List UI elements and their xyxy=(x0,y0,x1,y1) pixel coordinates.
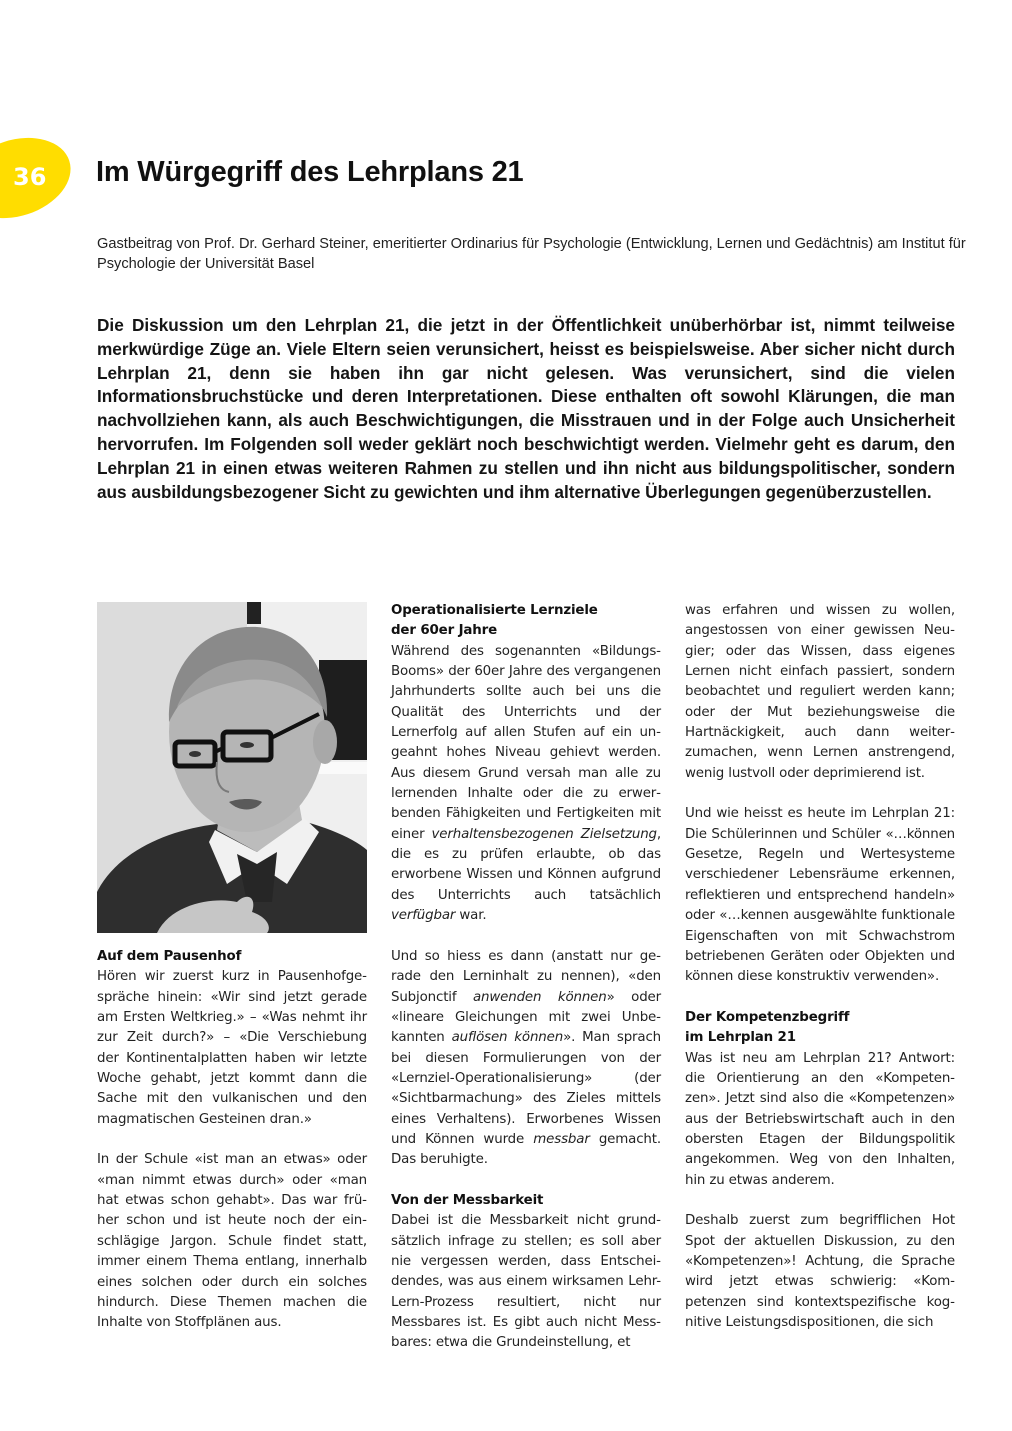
paragraph xyxy=(391,642,661,927)
emphasis: verfügbar xyxy=(391,908,456,924)
paragraph: Hören wir zuerst kurz in Pausenhofgespräche hinein: «Wir sind jetzt gerade am Ersten Weltkrieg.» – «Was nehmt ihr zur Zeit durch?» – «Die Verschiebung der Kontinentalplatten haben wir letzte Woche gehabt, jetzt kommt dann die Sache mit den vulkanischen und den magmatischen Gesteinen dran.» xyxy=(97,969,367,1127)
article-column-2 xyxy=(391,601,661,1354)
paragraph: Dabei ist die Messbarkeit nicht grundsätzlich infrage zu stellen; es soll aber nie vergessen werden, dass Entscheidendes, was aus einem wirksamen Lehr-Lern-Prozess resultiert, nicht nur Messbares ist. Es gibt auch nicht Messbares: etwa die Grundeinstellung, et xyxy=(391,1213,661,1351)
paragraph: Und wie heisst es heute im Lehrplan 21: Die Schülerinnen und Schüler «…können Gesetze, Regeln und Wertesysteme verschiedener Lebensräume erkennen, reflektieren und entsprechend handeln» oder «…kennen ausgewählte funktionale Eigenschaften von mit Schwachstrom betriebenen Geräten oder Objekten und können diese konstruktiv verwenden». xyxy=(685,806,955,985)
author-photo xyxy=(97,602,367,933)
text-run: Während des sogenannten «BildungsBooms» der 60er Jahre des vergangenen Jahrhunderts sollte auch bei uns die Qualität des Unterrichts und der Lernerfolg auf allen Stufen auf ein ungeahnt hohes Niveau gehievt werden. Aus diesem Grund versah man alle zu lernenden Inhalte oder die zu erwerbenden Fähigkeiten und Fertigkeiten mit einer xyxy=(391,643,661,842)
article-byline: Gastbeitrag von Prof. Dr. Gerhard Steiner, emeritierter Ordinarius für Psychologie (Entwicklung, Lernen und Gedächtnis) am Institut für Psychologie der Universität Basel xyxy=(97,236,966,272)
text-run: , die es zu prüfen erlaubte, ob das erworbene Wissen und Können aufgrund des Unterrichts auch tatsächlich xyxy=(391,826,661,903)
section-heading-pausenhof: Auf dem Pausenhof xyxy=(97,949,242,964)
paragraph: Deshalb zuerst zum begrifflichen Hot Spot der aktuellen Diskussion, zu den «Kompetenzen»! Achtung, die Sprache wird jetzt etwas schwierig: «Kompetenzen sind kontextspezifische kognitive Leistungsdispositionen, die sich xyxy=(685,1213,955,1331)
paragraph: In der Schule «ist man an etwas» oder «man nimmt etwas durch» oder «man hat etwas schon gehabt». Das war früher schon und ist heute noch der einschlägige Jargon. Schule findet statt, immer einem Thema entlang, innerhalb eines solchen oder durch ein solches hindurch. Diese Themen machen die Inhalte von Stoffplänen aus. xyxy=(97,1152,367,1331)
text-run: ». Man sprach bei diesen Formulierungen von der «Lernziel-Operationalisierung» (der «Sichtbarmachung» des Zieles mittels eines Verhaltens). Erworbenes Wissen und Können wurde xyxy=(391,1030,661,1147)
emphasis: auflösen können xyxy=(451,1030,564,1046)
author-portrait-illustration xyxy=(97,602,367,933)
text-run: gemacht. Das beruhigte. xyxy=(391,1131,661,1168)
heading-line: im Lehrplan 21 xyxy=(685,1030,796,1046)
heading-line: Der Kompetenzbegriff xyxy=(685,1009,850,1025)
article-column-1 xyxy=(97,947,367,1334)
emphasis: verhaltensbezogenen Zielsetzung xyxy=(431,826,657,842)
paragraph: was erfahren und wissen zu wollen, angestossen von einer gewissen Neugier; oder das Wissen, dass eigenes Lernen nicht einfach passiert, sondern beobachtet und reguliert werden kann; oder der Mut beziehungsweise die Hartnäckigkeit, auch dann weiterzumachen, wenn Lernen anstrengend, wenig lustvoll oder deprimierend ist. xyxy=(685,603,955,781)
emphasis: anwenden können xyxy=(472,989,607,1005)
heading-line: Operationalisierte Lernziele xyxy=(391,603,598,618)
article-title: Im Würgegriff des Lehrplans 21 xyxy=(96,156,524,188)
section-heading-kompetenzbegriff xyxy=(685,1008,955,1049)
text-run: Und so hiess es dann (anstatt nur gerade den Lerninhalt zu nennen), «den Subjonctif xyxy=(391,948,661,1005)
paragraph xyxy=(391,947,661,1171)
heading-line: der 60er Jahre xyxy=(391,623,498,639)
article-lead: Die Diskussion um den Lehrplan 21, die jetzt in der Öffentlichkeit unüberhörbar ist, nimmt teilweise merkwürdige Züge an. Viele Eltern seien verunsichert, heisst es beispielsweise. Aber sicher nicht durch Lehrplan 21, denn sie haben ihn gar nicht gelesen. Was verunsichert, sind die vielen Informationsbruchstücke und deren Interpretationen. Diese enthalten oft sowohl Klärungen, die man nachvollziehen kann, als auch Beschwichtigungen, die Misstrauen und in der Folge auch Unsicherheit hervorrufen. Im Folgenden soll weder geklärt noch beschwichtigt werden. Vielmehr geht es darum, den Lehrplan 21 in einen etwas weiteren Rahmen zu stellen und ihn nicht aus bildungspolitischer, sondern aus ausbildungsbezogener Sicht zu gewichten und ihm alternative Überlegungen gegenüberzustellen. xyxy=(97,315,955,502)
section-heading-operationalisierte-lernziele xyxy=(391,601,661,642)
page-number: 36 xyxy=(13,163,47,191)
section-heading-messbarkeit: Von der Messbarkeit xyxy=(391,1192,544,1208)
paragraph: Was ist neu am Lehrplan 21? Antwort: die Orientierung an den «Kompetenzen». Jetzt sind also die «Kompetenzen» aus der Betriebswirtschaft auch in den obersten Etagen der Bildungspolitik angekommen. Weg von den Inhalten, hin zu etwas anderem. xyxy=(685,1050,955,1188)
text-run: war. xyxy=(455,908,487,924)
emphasis: messbar xyxy=(533,1131,590,1147)
text-run: » oder «lineare Gleichungen mit zwei Unbekannten xyxy=(391,989,661,1046)
article-column-3 xyxy=(685,601,955,1333)
